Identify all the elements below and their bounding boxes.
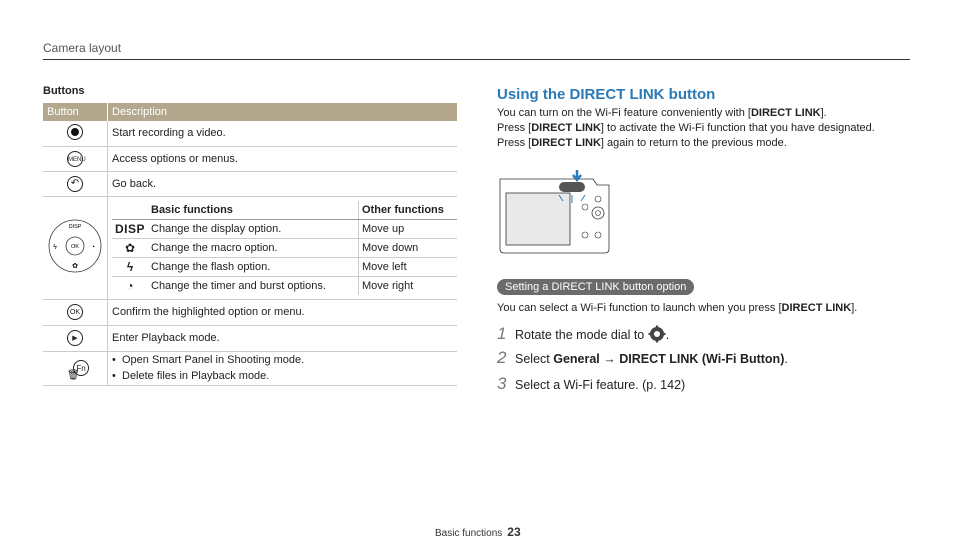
macro-icon: ✿ (124, 240, 136, 255)
step-2: 2 Select General → DIRECT LINK (Wi-Fi Button). (497, 348, 788, 367)
table-row-navigation (43, 196, 457, 299)
camera-illustration (497, 165, 612, 257)
table-row (43, 121, 457, 146)
back-icon: ↶ (67, 176, 83, 192)
svg-text:✿: ✿ (72, 263, 78, 270)
table-row (43, 351, 457, 385)
section-title: Using the DIRECT LINK button (497, 86, 716, 103)
col-button-header: Button (43, 103, 108, 121)
flash-icon: ϟ (126, 259, 134, 274)
step-3: 3 Select a Wi-Fi feature. (p. 142) (497, 374, 686, 393)
basic-functions-header: Basic functions (148, 201, 359, 220)
table-row (43, 171, 457, 196)
basic-function: Change the macro option. (148, 238, 359, 257)
other-function: Move right (359, 276, 458, 295)
other-function: Move left (359, 257, 458, 276)
paragraph: You can select a Wi-Fi function to launch when you press [DIRECT LINK]. (497, 302, 858, 314)
header-rule (43, 59, 910, 60)
table-row (43, 325, 457, 351)
dial-center-label: OK (71, 244, 79, 250)
other-function: Move down (359, 238, 458, 257)
timer-icon: ◔ (126, 278, 134, 293)
basic-function: Change the display option. (148, 219, 359, 238)
trash-icon: 🗑 (67, 369, 80, 381)
buttons-table (43, 103, 457, 386)
paragraph: You can turn on the Wi-Fi feature conveniently with [DIRECT LINK]. Press [DIRECT LINK] to activate the Wi-Fi function that you have designated. Press [DIRECT LINK] again to return to the previous mode. (497, 107, 875, 149)
subsection-badge: Setting a DIRECT LINK button option (497, 279, 694, 295)
table-row (112, 219, 457, 238)
ok-icon: OK (67, 304, 83, 320)
other-functions-header: Other functions (359, 201, 458, 220)
page-number: 23 (507, 525, 521, 539)
svg-text:◔: ◔ (90, 244, 96, 251)
section-header: Camera layout (43, 41, 122, 55)
table-row (112, 238, 457, 257)
navigation-subtable (112, 201, 457, 295)
row-desc: Confirm the highlighted option or menu. (108, 299, 458, 325)
page-footer (435, 525, 521, 539)
settings-gear-icon (648, 325, 666, 343)
playback-icon: ▶ (67, 330, 83, 346)
table-row (112, 257, 457, 276)
menu-icon: MENU (67, 151, 83, 167)
row-desc: Access options or menus. (108, 146, 458, 171)
basic-function: Change the timer and burst options. (151, 279, 326, 292)
svg-text:ϟ: ϟ (53, 244, 57, 251)
basic-function: Change the flash option. (148, 257, 359, 276)
other-function: Move up (359, 219, 458, 238)
row-desc: Enter Playback mode. (108, 325, 458, 351)
step-1: 1 Rotate the mode dial to . (497, 324, 670, 343)
row-desc: Start recording a video. (108, 121, 458, 146)
footer-label: Basic functions (435, 528, 503, 539)
dial-top-label: DISP (68, 224, 82, 230)
table-row (43, 146, 457, 171)
navigation-dial-icon (47, 218, 103, 274)
col-description-header: Description (108, 103, 458, 121)
fn-icon: Fn (73, 360, 89, 376)
disp-icon: DISP (114, 221, 145, 236)
list-item: • Open Smart Panel in Shooting mode. (122, 352, 453, 368)
list-item: • Delete files in Playback mode. (122, 368, 453, 384)
table-row (43, 299, 457, 325)
buttons-title: Buttons (43, 85, 85, 97)
record-icon (67, 124, 83, 140)
row-desc: Go back. (108, 171, 458, 196)
table-row (112, 276, 457, 295)
